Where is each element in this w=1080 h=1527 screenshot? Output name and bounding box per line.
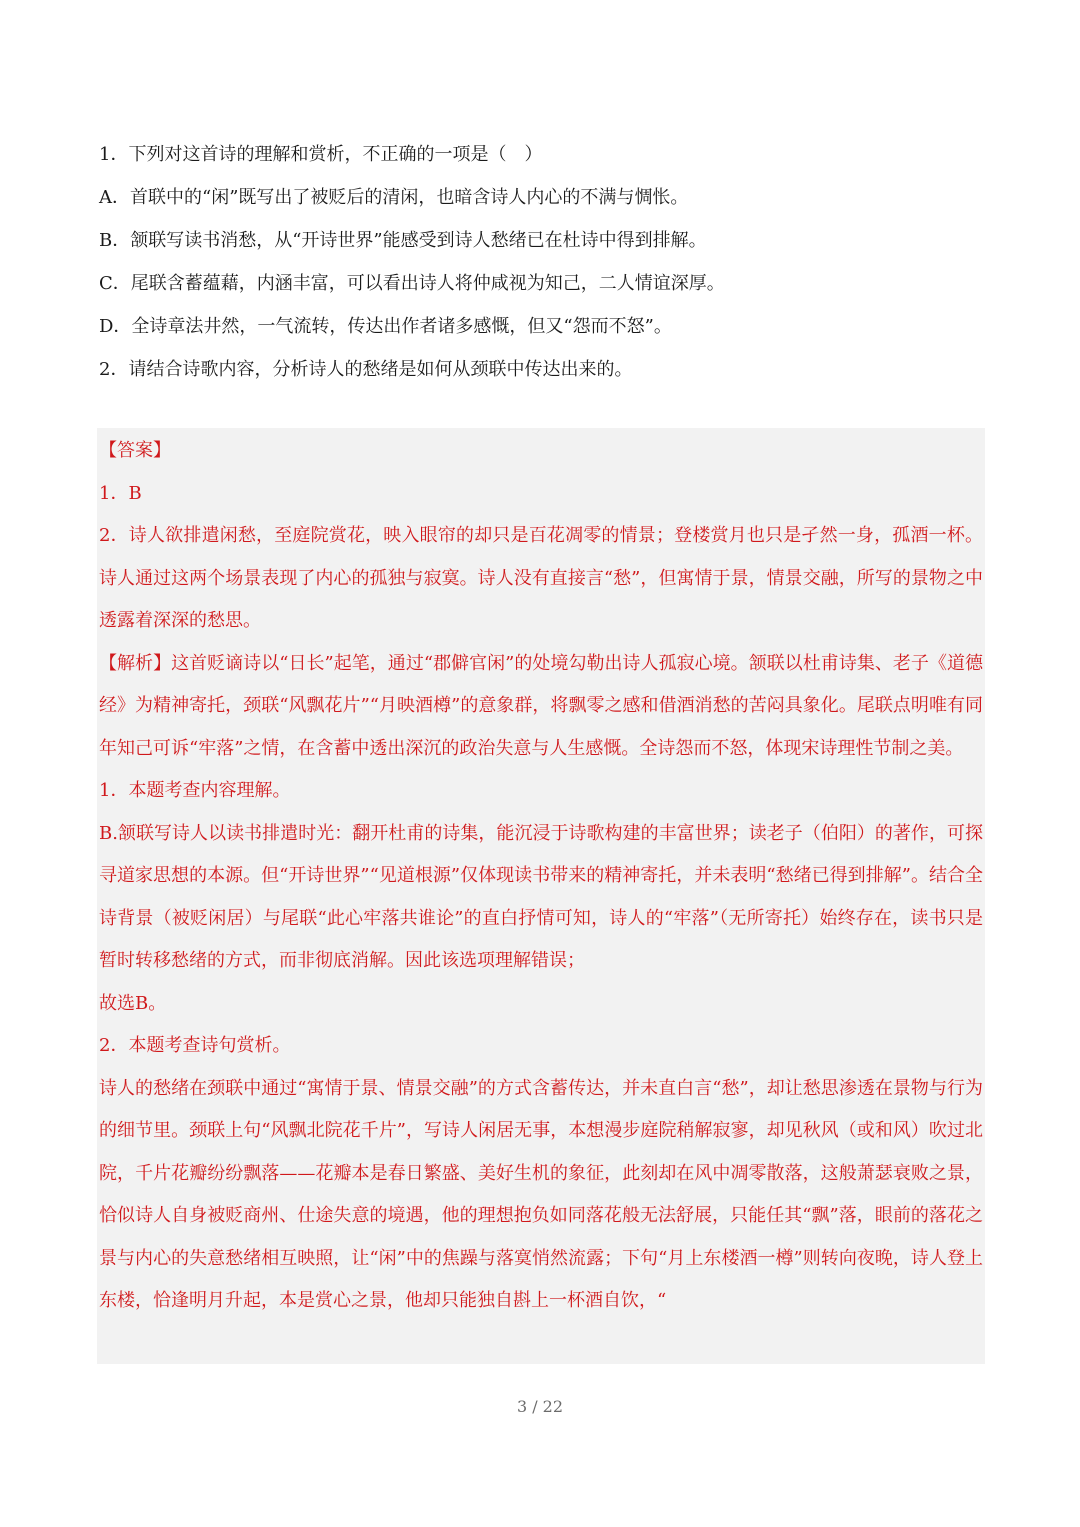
analysis-1-title: 1．本题考查内容理解。 <box>99 780 291 801</box>
option-a: A．首联中的“闲”既写出了被贬后的清闲，也暗含诗人内心的不满与惆怅。 <box>99 187 689 208</box>
answer-section <box>97 428 985 1364</box>
option-c: C．尾联含蓄蕴藉，内涵丰富，可以看出诗人将仲咸视为知己，二人情谊深厚。 <box>99 273 725 294</box>
analysis-1-body: B.颔联写诗人以读书排遣时光：翻开杜甫的诗集，能沉浸于诗歌构建的丰富世界；读老子（伯阳）的著作，可探寻道家思想的本源。但“开诗世界”“见道根源”仅体现读书带来的精神寄托，并未表明“愁绪已得到排解”。结合全诗背景（被贬闲居）与尾联“此心牢落共谁论”的直白抒情可知，诗人的“牢落”（无所寄托）始终存在，读书只是暂时转移愁绪的方式，而非彻底消解。因此该选项理解错误； <box>99 822 983 971</box>
question-1: 1．下列对这首诗的理解和赏析，不正确的一项是（ ） <box>99 144 543 165</box>
answer-2: 2．诗人欲排遣闲愁，至庭院赏花，映入眼帘的却只是百花凋零的情景；登楼赏月也只是孑然一身，孤酒一杯。诗人通过这两个场景表现了内心的孤独与寂寞。诗人没有直接言“愁”，但寓情于景，情景交融，所写的景物之中透露着深深的愁思。 <box>99 525 983 631</box>
analysis-intro: 【解析】这首贬谪诗以“日长”起笔，通过“郡僻官闲”的处境勾勒出诗人孤寂心境。颔联以杜甫诗集、老子《道德经》为精神寄托，颈联“风飘花片”“月映酒樽”的意象群，将飘零之感和借酒消愁的苦闷具象化。尾联点明唯有同年知己可诉“牢落”之情，在含蓄中透出深沉的政治失意与人生感慨。全诗怨而不怒，体现宋诗理性节制之美。 <box>99 652 983 759</box>
answer-1: 1．B <box>99 482 142 504</box>
analysis-2-body: 诗人的愁绪在颈联中通过“寓情于景、情景交融”的方式含蓄传达，并未直白言“愁”，却让愁思渗透在景物与行为的细节里。颈联上句“风飘北院花千片”，写诗人闲居无事，本想漫步庭院稍解寂寥，却见秋风（或和风）吹过北院，千片花瓣纷纷飘落——花瓣本是春日繁盛、美好生机的象征，此刻却在风中凋零散落，这般萧瑟衰败之景，恰似诗人自身被贬商州、仕途失意的境遇，他的理想抱负如同落花般无法舒展，只能任其“飘”落，眼前的落花之景与内心的失意愁绪相互映照，让“闲”中的焦躁与落寞悄然流露；下句“月上东楼酒一樽”则转向夜晚，诗人登上东楼，恰逢明月升起，本是赏心之景，他却只能独自斟上一杯酒自饮，“ <box>99 1077 983 1311</box>
analysis-2-title: 2．本题考查诗句赏析。 <box>99 1035 291 1056</box>
answer-heading: 【答案】 <box>99 440 171 461</box>
option-d: D．全诗章法井然，一气流转，传达出作者诸多感慨，但又“怨而不怒”。 <box>99 316 672 337</box>
page-number: 3 / 22 <box>516 1397 564 1416</box>
question-2: 2．请结合诗歌内容，分析诗人的愁绪是如何从颈联中传达出来的。 <box>99 359 633 380</box>
analysis-1-conclusion: 故选B。 <box>99 992 167 1014</box>
option-b: B．颔联写读书消愁，从“开诗世界”能感受到诗人愁绪已在杜诗中得到排解。 <box>99 230 707 251</box>
question-section <box>99 133 989 391</box>
